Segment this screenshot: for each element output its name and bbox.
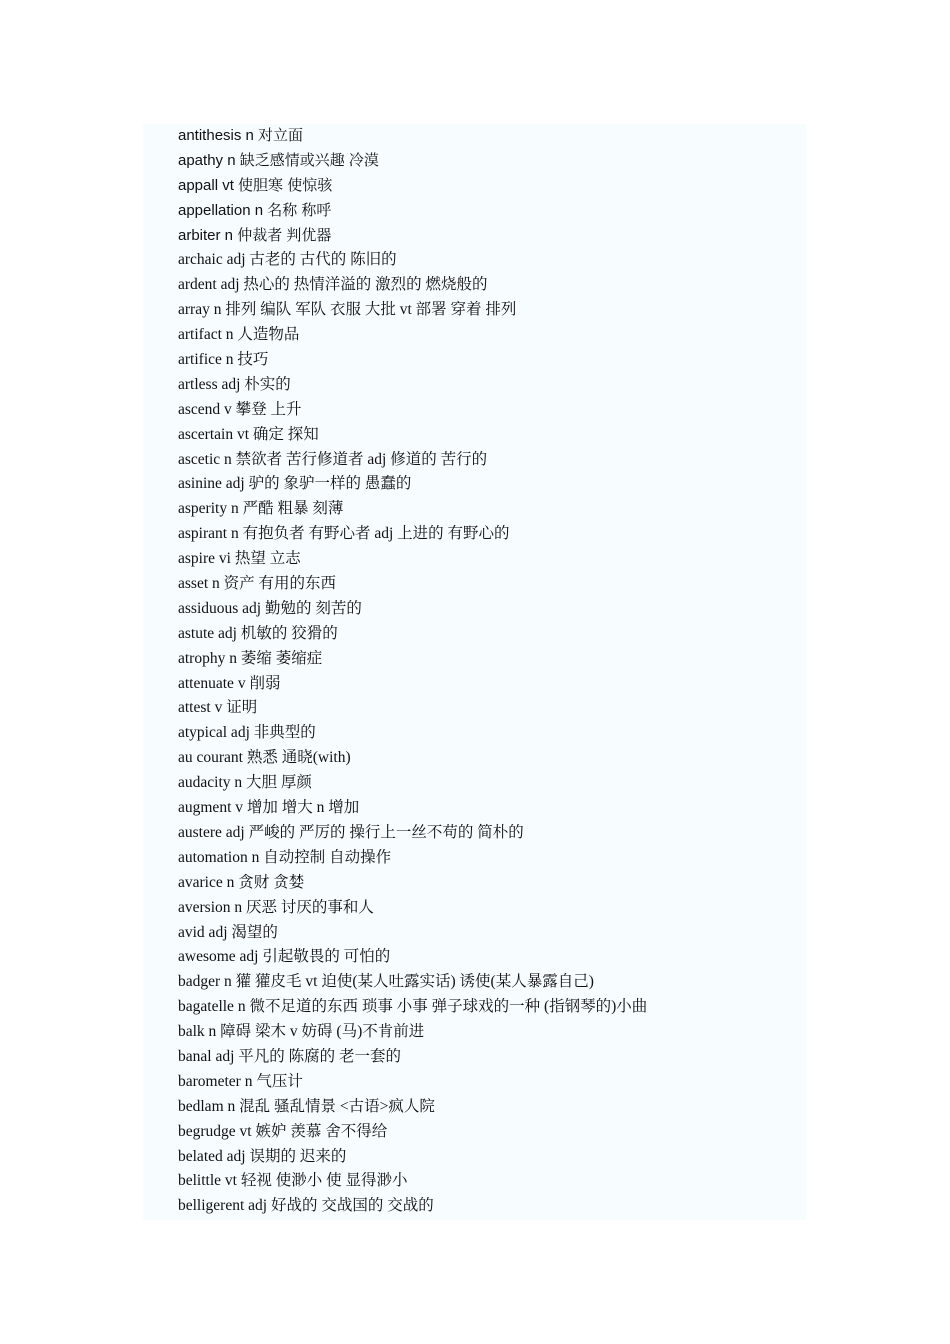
vocabulary-entry: aversion n 厌恶 讨厌的事和人: [178, 898, 374, 916]
vocabulary-entry: barometer n 气压计: [178, 1072, 303, 1090]
vocabulary-entry: belittle vt 轻视 使渺小 使 显得渺小: [178, 1172, 408, 1190]
vocabulary-entry: array n 排列 编队 军队 衣服 大批 vt 部署 穿着 排列: [178, 301, 517, 319]
vocabulary-entry: banal adj 平凡的 陈腐的 老一套的: [178, 1047, 402, 1065]
vocabulary-entry: atypical adj 非典型的: [178, 724, 316, 742]
vocabulary-entry: audacity n 大胆 厚颜: [178, 774, 312, 792]
vocabulary-entry: antithesis n 对立面: [178, 127, 304, 144]
vocabulary-entry: ascertain vt 确定 探知: [178, 425, 319, 443]
vocabulary-entry: asset n 资产 有用的东西: [178, 575, 337, 593]
vocabulary-entry: asperity n 严酷 粗暴 刻薄: [178, 500, 344, 518]
vocabulary-entry: appellation n 名称 称呼: [178, 201, 332, 219]
vocabulary-entry: asinine adj 驴的 象驴一样的 愚蠢的: [178, 475, 412, 493]
vocabulary-entry: bagatelle n 微不足道的东西 琐事 小事 弹子球戏的一种 (指钢琴的)小曲: [178, 998, 648, 1016]
vocabulary-entry: belligerent adj 好战的 交战国的 交战的: [178, 1197, 434, 1215]
vocabulary-list: [178, 124, 798, 1219]
vocabulary-entry: atrophy n 萎缩 萎缩症: [178, 649, 323, 667]
vocabulary-entry: archaic adj 古老的 古代的 陈旧的: [178, 251, 397, 269]
vocabulary-entry: attenuate v 削弱: [178, 674, 281, 692]
vocabulary-entry: automation n 自动控制 自动操作: [178, 848, 392, 866]
vocabulary-entry: aspirant n 有抱负者 有野心者 adj 上进的 有野心的: [178, 525, 510, 543]
vocabulary-entry: astute adj 机敏的 狡猾的: [178, 624, 338, 642]
vocabulary-entry: ascetic n 禁欲者 苦行修道者 adj 修道的 苦行的: [178, 450, 488, 468]
vocabulary-entry: artifice n 技巧: [178, 351, 269, 369]
vocabulary-entry: badger n 獾 獾皮毛 vt 迫使(某人吐露实话) 诱使(某人暴露自己): [178, 973, 594, 991]
vocabulary-entry: bedlam n 混乱 骚乱情景 <古语>疯人院: [178, 1097, 435, 1115]
vocabulary-entry: augment v 增加 增大 n 增加: [178, 799, 360, 817]
vocabulary-entry: artifact n 人造物品: [178, 326, 300, 344]
vocabulary-entry: apathy n 缺乏感情或兴趣 冷漠: [178, 151, 379, 169]
vocabulary-entry: avid adj 渴望的: [178, 923, 278, 941]
vocabulary-entry: austere adj 严峻的 严厉的 操行上一丝不苟的 简朴的: [178, 823, 524, 841]
vocabulary-entry: appall vt 使胆寒 使惊骇: [178, 176, 333, 194]
vocabulary-entry: artless adj 朴实的: [178, 375, 291, 393]
vocabulary-entry: aspire vi 热望 立志: [178, 550, 301, 568]
vocabulary-entry: arbiter n 仲裁者 判优器: [178, 226, 332, 244]
vocabulary-entry: avarice n 贪财 贪婪: [178, 873, 305, 891]
vocabulary-entry: awesome adj 引起敬畏的 可怕的: [178, 948, 391, 966]
vocabulary-entry: attest v 证明: [178, 699, 258, 717]
vocabulary-entry: ardent adj 热心的 热情洋溢的 激烈的 燃烧般的: [178, 276, 488, 294]
vocabulary-entry: balk n 障碍 梁木 v 妨碍 (马)不肯前进: [178, 1023, 425, 1041]
vocabulary-entry: assiduous adj 勤勉的 刻苦的: [178, 599, 362, 617]
vocabulary-entry: belated adj 误期的 迟来的: [178, 1147, 347, 1165]
vocabulary-entry: begrudge vt 嫉妒 羡慕 舍不得给: [178, 1122, 388, 1140]
vocabulary-entry: au courant 熟悉 通晓(with): [178, 749, 351, 767]
vocabulary-entry: ascend v 攀登 上升: [178, 400, 302, 418]
